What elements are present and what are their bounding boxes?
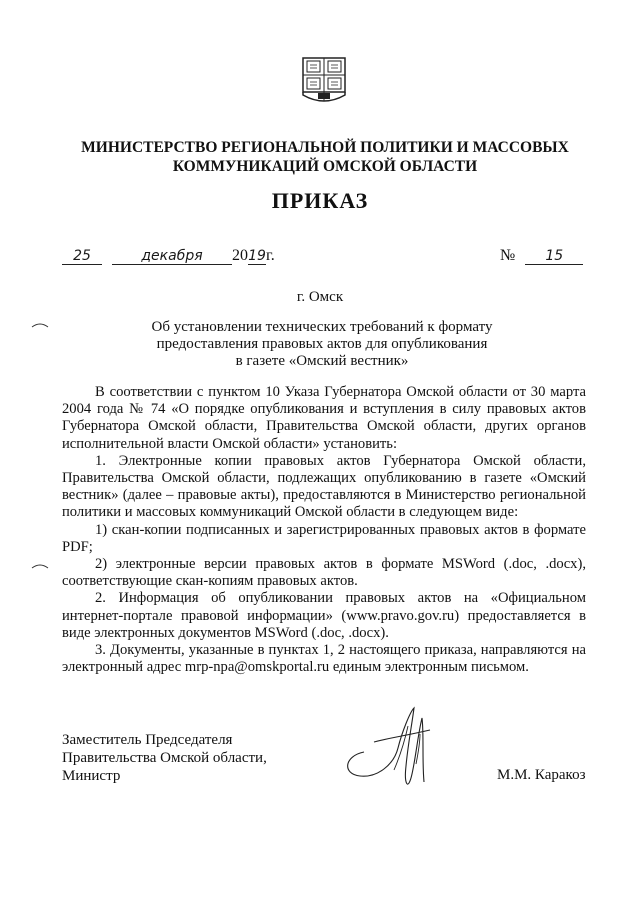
signatory-position-line1: Заместитель Председателя — [62, 732, 233, 748]
signatory-position-line3: Министр — [62, 768, 121, 784]
ministry-title-line2: КОММУНИКАЦИЙ ОМСКОЙ ОБЛАСТИ — [172, 158, 478, 175]
ministry-title — [40, 138, 610, 176]
body-item-3: 3. Документы, указанные в пунктах 1, 2 настоящего приказа, направляются на электронный адрес mrp-npa@omskportal.ru единым электронным письмом. — [62, 642, 586, 676]
number-line — [500, 247, 583, 265]
subject-line3: в газете «Омский вестник» — [235, 353, 409, 369]
body-item-1-1: 1) скан-копии подписанных и зарегистрированных правовых актов в формате PDF; — [62, 521, 586, 555]
handwritten-signature — [334, 704, 446, 796]
body-item-1-2: 2) электронные версии правовых актов в формате MSWord (.doc, .docx), соответствующие скан-копиям правовых актов. — [62, 556, 586, 590]
document-number: 15 — [525, 248, 583, 265]
signatory-name: М.М. Каракоз — [497, 767, 586, 783]
coat-of-arms-icon — [302, 57, 346, 107]
date-year-prefix: 20 — [232, 247, 248, 264]
body-item-2: 2. Информация об опубликовании правовых актов на «Официальном интернет-портале правовой информации» (www.pravo.gov.ru) предоставляется в виде электронных документов MSWord (.doc, .docx). — [62, 590, 586, 641]
signatory-position-line2: Правительства Омской области, — [62, 750, 267, 766]
date-line — [62, 247, 275, 265]
subject-line1: Об установлении технических требований к формату — [151, 319, 493, 335]
margin-mark — [30, 320, 50, 330]
date-month: декабря — [112, 248, 232, 265]
document-type: ПРИКАЗ — [271, 188, 369, 213]
subject-line2: предоставления правовых актов для опубликования — [156, 336, 488, 352]
document-subject — [120, 319, 524, 370]
body-intro: В соответствии с пунктом 10 Указа Губернатора Омской области от 30 марта 2004 года № 74 «О порядке опубликования и вступления в силу правовых актов Губернатора Омской области, Правительства Омской области, других органов исполнительной власти Омской области» установить: — [62, 384, 586, 452]
date-year-suffix: 19 — [248, 248, 266, 264]
margin-mark — [30, 561, 50, 571]
date-day: 25 — [62, 248, 102, 265]
body-item-1: 1. Электронные копии правовых актов Губернатора Омской области, Правительства Омской области, подлежащих опубликованию в газете «Омский вестник» (далее – правовые акты), предоставляются в Министерство региональной политики и массовых коммуникаций Омской области в следующем виде: — [62, 452, 586, 521]
ministry-title-line1: МИНИСТЕРСТВО РЕГИОНАЛЬНОЙ ПОЛИТИКИ И МАССОВЫХ — [81, 139, 569, 156]
number-label: № — [500, 247, 516, 264]
signatory-position — [62, 731, 267, 785]
city: г. Омск — [296, 289, 344, 305]
document-body — [62, 384, 586, 676]
date-year-end: г. — [266, 247, 275, 264]
